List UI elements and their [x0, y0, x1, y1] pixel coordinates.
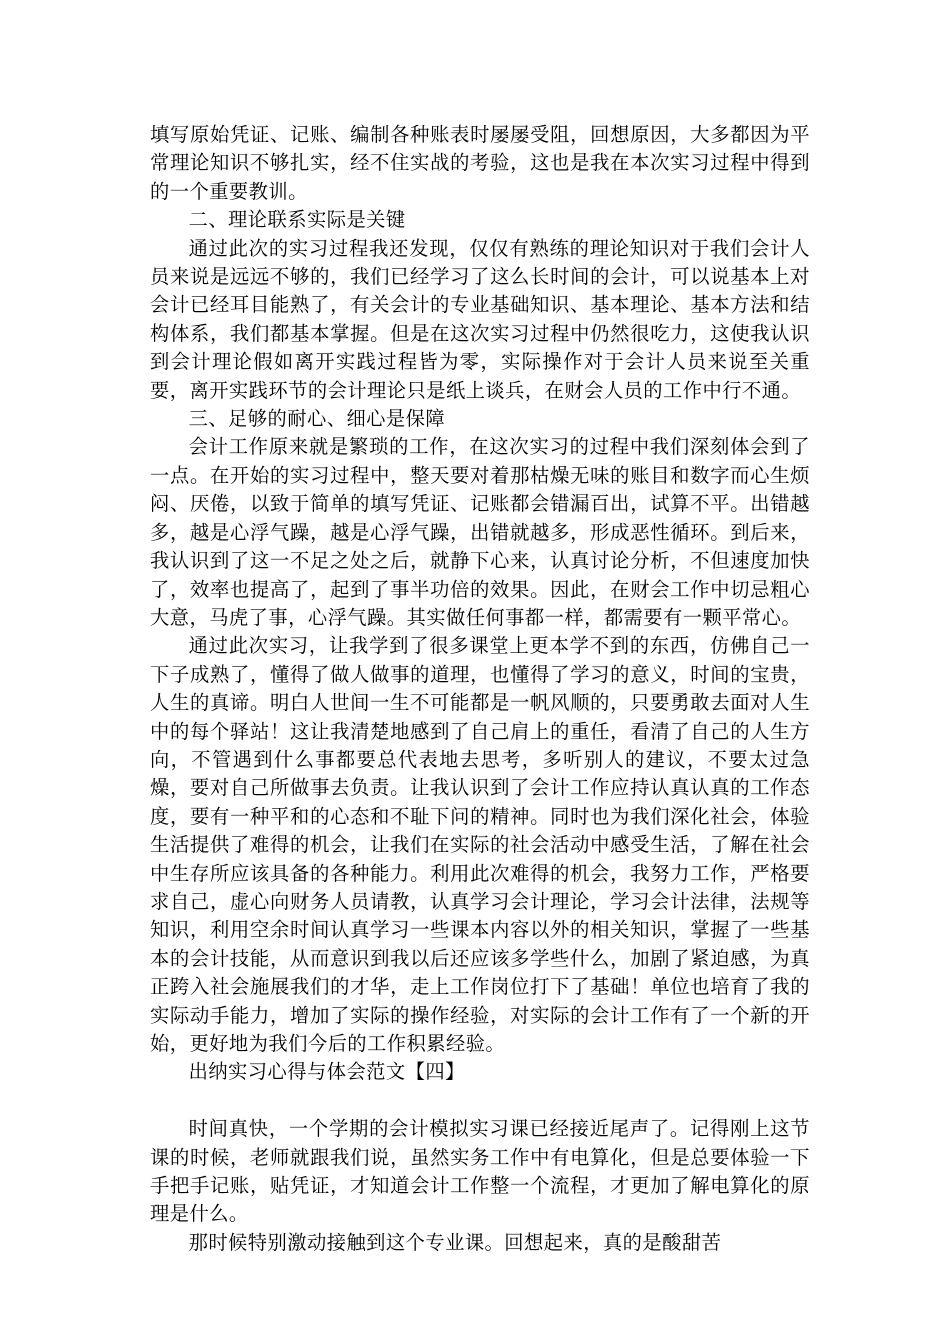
paragraph-intro-four: 时间真快，一个学期的会计模拟实习课已经接近尾声了。记得刚上这节课的时候，老师就跟我们说，虽然实务工作中有电算化，但是总要体验一下手把手记账，贴凭证，才知道会计工作整一个流程，才更加了解电算化的原理是什么。: [150, 1117, 810, 1226]
paragraph-memory: 那时候特别激动接触到这个专业课。回想起来，真的是酸甜苦: [188, 1230, 722, 1254]
paragraph-patience: 会计工作原来就是繁琐的工作，在这次实习的过程中我们深刻体会到了一点。在开始的实习过程中，整天要对着那枯燥无味的账目和数字而心生烦闷、厌倦，以致于简单的填写凭证、记账都会错漏百出，试算不平。出错越多，越是心浮气躁，越是心浮气躁，出错就越多，形成恶性循环。到后来，我认识到了这一不足之处之后，就静下心来，认真讨论分析，不但速度加快了，效率也提高了，起到了事半功倍的效果。因此，在财会工作中切忌粗心大意，马虎了事，心浮气躁。其实做任何事都一样，都需要有一颗平常心。: [150, 435, 810, 629]
document-body: [150, 121, 810, 1257]
paragraph-theory-practice: 通过此次的实习过程我还发现，仅仅有熟练的理论知识对于我们会计人员来说是远远不够的，我们已经学习了这么长时间的会计，可以说基本上对会计已经耳目能熟了，有关会计的专业基础知识、基本理论、基本方法和结构体系，我们都基本掌握。但是在这次实习过程中仍然很吃力，这使我认识到会计理论假如离开实践过程皆为零，实际操作对于会计人员来说至关重要，离开实践环节的会计理论只是纸上谈兵，在财会人员的工作中行不通。: [150, 236, 810, 402]
blank-line: [150, 1087, 810, 1115]
section-heading-theory-practice: 二、理论联系实际是关键: [188, 208, 406, 232]
article-heading-four: 出纳实习心得与体会范文【四】: [188, 1060, 465, 1084]
section-heading-patience: 三、足够的耐心、细心是保障: [188, 407, 446, 431]
paragraph-summary: 通过此次实习，让我学到了很多课堂上更本学不到的东西，仿佛自己一下子成熟了，懂得了做人做事的道理，也懂得了学习的意义，时间的宝贵，人生的真谛。明白人世间一生不可能都是一帆风顺的，只要勇敢去面对人生中的每个驿站！这让我清楚地感到了自己肩上的重任，看清了自己的人生方向，不管遇到什么事都要总代表地去思考，多听别人的建议，不要太过急燥，要对自己所做事去负责。让我认识到了会计工作应持认真认真的工作态度，要有一种平和的心态和不耻下问的精神。同时也为我们深化社会，体验生活提供了难得的机会，让我们在实际的社会活动中感受生活，了解在社会中生存所应该具备的各种能力。利用此次难得的机会，我努力工作，严格要求自己，虚心向财务人员请教，认真学习会计理论，学习会计法律，法规等知识，利用空余时间认真学习一些课本内容以外的相关知识，掌握了一些基本的会计技能，从而意识到我以后还应该多学些什么，加剧了紧迫感，为真正跨入社会施展我们的才华，走上工作岗位打下了基础！单位也培育了我的实际动手能力，增加了实际的操作经验，对实际的会计工作有了一个新的开始，更好地为我们今后的工作积累经验。: [150, 634, 810, 1055]
paragraph-continuation: 填写原始凭证、记账、编制各种账表时屡屡受阻，回想原因，大多都因为平常理论知识不够扎实，经不住实战的考验，这也是我在本次实习过程中得到的一个重要教训。: [150, 123, 810, 203]
